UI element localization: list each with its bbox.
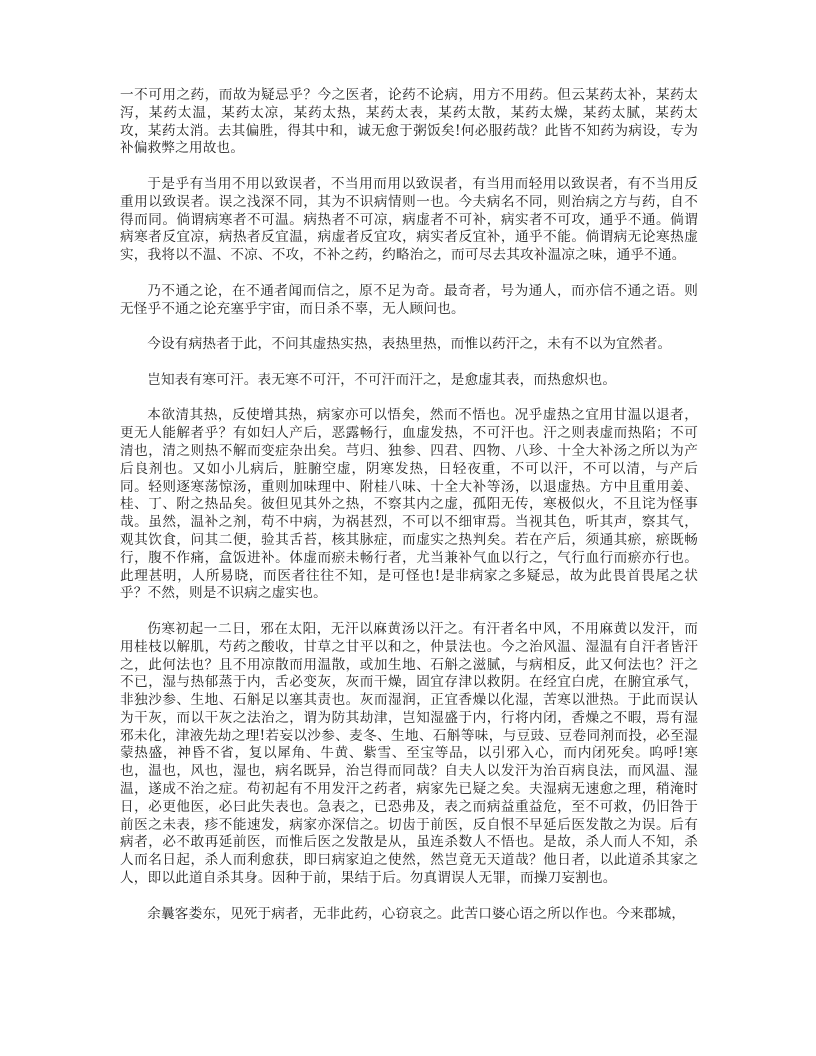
paragraph-8: 余曩客娄东，见死于病者，无非此药，心窃哀之。此苦口婆心语之所以作也。今来郡城， (147, 905, 686, 922)
paragraph-2: 于是乎有当用不用以致误者，不当用而用以致误者，有当用而轻用以致误者，有不当用反重用以致误者。误之浅深不同，其为不识病情则一也。今夫病名不同，则治病之方与药，自不得而同。倘谓病寒者不可温。病热者不可凉，病虚者不可补，病实者不可攻，通乎不通。倘谓病寒者反宜凉，病热者反宜温，病虚者反宜攻，病实者反宜补，通乎不能。倘谓病无论寒热虚实，我将以不温、不凉、不攻，不补之药，约略治之，而可尽去其攻补温凉之味，通乎不通。 (120, 175, 698, 264)
paragraph-4: 今设有病热者于此，不问其虚热实热，表热里热，而惟以药汗之，未有不以为宜然者。 (147, 336, 672, 353)
paragraph-5: 岂知表有寒可汗。表无寒不可汗，不可汗而汗之，是愈虚其表，而热愈炽也。 (147, 371, 617, 388)
paragraph-1: 一不可用之药，而故为疑忌乎？今之医者，论药不论病，用方不用药。但云某药太补，某药太泻，某药太温，某药太凉，某药太热，某药太表，某药太散，某药太燥，某药太腻，某药太攻，某药太消。去其偏胜，得其中和，诚无愈于粥饭矣!何必服药哉？此皆不知药为病设，专为补偏救弊之用故也。 (120, 87, 698, 157)
paragraph-3: 乃不通之论，在不通者闻而信之，原不足为奇。最奇者，号为通人，而亦信不通之语。则无怪乎不通之论充塞乎宇宙，而日杀不辜，无人顾问也。 (120, 282, 698, 317)
paragraph-7: 伤寒初起一二日，邪在太阳，无汗以麻黄汤以汗之。有汗者名中风，不用麻黄以发汗，而用桂枝以解肌，芍药之酸收，甘草之甘平以和之，仲景法也。今之治风温、湿温有自汗者皆汗之，此何法也？且不用凉散而用温散，或加生地、石斛之滋腻，与病相反，此又何法也？汗之不已，湿与热郁蒸于内，舌必变灰，灰而干燥，固宜存津以救阴。在经宜白虎，在腑宜承气，非独沙参、生地、石斛足以塞其责也。灰而湿润，正宜香燥以化湿，苦寒以泄热。于此而误认为干灰，而以干灰之法治之，谓为防其劫津，岂知湿盛于内，行将内闭，香燥之不暇，焉有湿邪未化，津液先劫之理!若妄以沙参、麦冬、生地、石斛等味，与豆豉、豆卷同剂而投，必至湿蒙热盛，神昏不省，复以犀角、牛黄、紫雪、至宝等品，以引邪入心，而内闭死矣。呜呼!寒也，温也，风也，湿也，病名既异，治岂得而同哉？自夫人以发汗为治百病良法，而风温、湿温，遂成不治之症。苟初起有不用发汗之药者，病家先已疑之矣。夫湿病无速愈之理，稍淹时日，必更他医，必曰此失表也。急表之，已恐弗及，表之而病益重益危，至不可救，仍旧咎于前医之未表，疹不能速发，病家亦深信之。切齿于前医，反自恨不早延后医发散之为误。后有病者，必不敢再延前医，而惟后医之发散是从，虽连杀数人不悟也。是故，杀人而人不知，杀人而名日起，杀人而利愈获，即曰病家迫之使然，然岂竟无天道哉？他日者，以此道杀其家之人，即以此道自杀其身。因种于前，果结于后。勿真谓误人无罪，而操刀妄割也。 (120, 620, 698, 887)
paragraph-6: 本欲清其热，反使增其热，病家亦可以悟矣，然而不悟也。况乎虚热之宜用甘温以退者，更无人能解者乎？有如妇人产后，恶露畅行，血虚发热，不可汗也。汗之则表虚而热陷；不可清也，清之则热不解而变症杂出矣。芎归、独参、四君、四物、八珍、十全大补汤之所以为产后良剂也。又如小儿病后，脏腑空虚，阴寒发热，日轻夜重，不可以汗，不可以清，与产后同。轻则逐寒荡惊汤，重则加味理中、附桂八味、十全大补等汤，以退虚热。方中且重用姜、桂、丁、附之热品矣。彼但见其外之热，不察其内之虚，孤阳无传，寒极似火，不且诧为怪事哉。虽然，温补之剂，苟不中病，为祸甚烈，不可以不细审焉。当视其色，听其声，察其气，观其饮食，问其二便，验其舌苔，核其脉症，而虚实之热判矣。若在产后，须通其瘀，瘀既畅行，腹不作痛，盒饭进补。体虚而瘀未畅行者，尤当兼补气血以行之，气行血行而瘀亦行也。此理甚明，人所易晓，而医者往往不知，是可怪也!是非病家之多疑忌，故为此畏首畏尾之状乎？不然，则是不识病之虚实也。 (120, 407, 698, 602)
text-block (120, 87, 698, 923)
